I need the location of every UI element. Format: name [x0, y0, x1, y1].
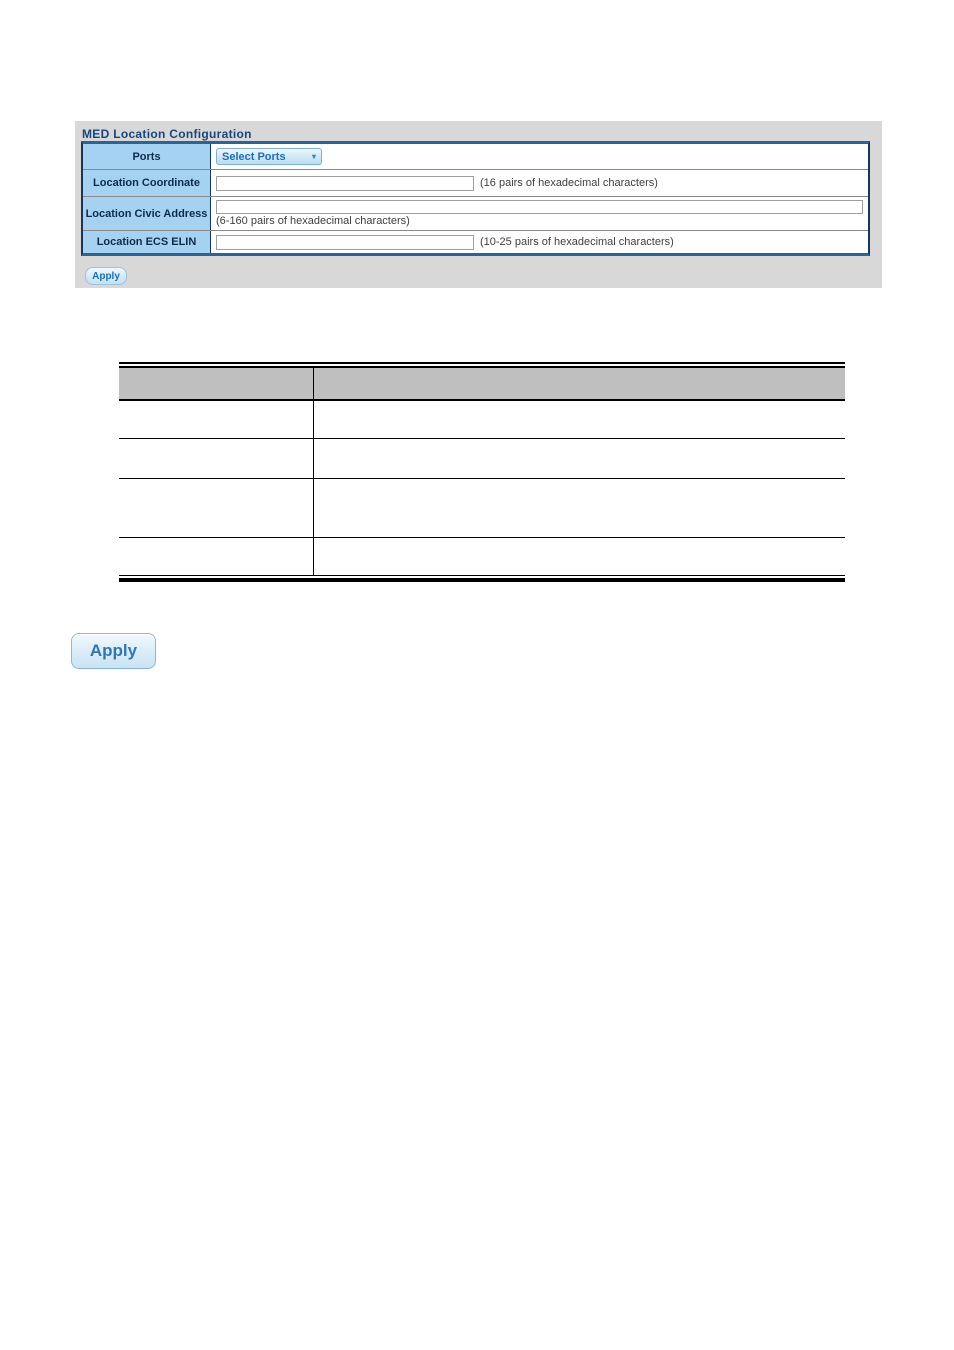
location-civic-address-input[interactable] — [216, 200, 863, 214]
table-cell — [314, 401, 845, 438]
apply-button-small[interactable]: Apply — [85, 267, 127, 285]
location-civic-address-cell — [211, 197, 868, 230]
apply-button-large[interactable]: Apply — [71, 633, 156, 669]
description-table-inner — [119, 366, 845, 576]
location-coordinate-hint: (16 pairs of hexadecimal characters) — [480, 177, 658, 189]
location-ecs-elin-label: Location ECS ELIN — [83, 231, 211, 253]
table-cell — [119, 401, 314, 438]
table-header-description — [314, 368, 845, 399]
table-cell — [314, 538, 845, 575]
location-ecs-elin-cell — [211, 231, 868, 253]
select-ports-dropdown[interactable] — [216, 148, 322, 165]
table-row — [119, 401, 845, 439]
table-cell — [119, 538, 314, 575]
med-location-config-panel — [75, 121, 882, 288]
select-ports-dropdown-value: Select Ports — [222, 150, 286, 163]
description-table — [119, 362, 845, 582]
chevron-down-icon: ▾ — [311, 152, 316, 161]
ports-cell — [211, 144, 868, 169]
location-civic-address-hint: (6-160 pairs of hexadecimal characters) — [216, 215, 410, 227]
table-header-object — [119, 368, 314, 399]
location-coordinate-label: Location Coordinate — [83, 170, 211, 196]
location-coordinate-cell — [211, 170, 868, 196]
table-cell — [119, 479, 314, 537]
location-coordinate-input[interactable] — [216, 176, 474, 191]
table-header-row — [119, 368, 845, 401]
ports-label: Ports — [83, 144, 211, 169]
form-row-location-coordinate — [83, 170, 868, 197]
table-row — [119, 439, 845, 479]
table-cell — [314, 479, 845, 537]
location-ecs-elin-input[interactable] — [216, 235, 474, 250]
form-row-location-civic-address — [83, 197, 868, 231]
form-row-location-ecs-elin — [83, 231, 868, 253]
panel-title: MED Location Configuration — [82, 127, 252, 141]
table-cell — [119, 439, 314, 478]
table-row — [119, 479, 845, 538]
location-ecs-elin-hint: (10-25 pairs of hexadecimal characters) — [480, 236, 674, 248]
table-cell — [314, 439, 845, 478]
form-row-ports — [83, 144, 868, 170]
table-row — [119, 538, 845, 575]
med-config-form — [81, 141, 870, 256]
location-civic-address-label: Location Civic Address — [83, 197, 211, 230]
